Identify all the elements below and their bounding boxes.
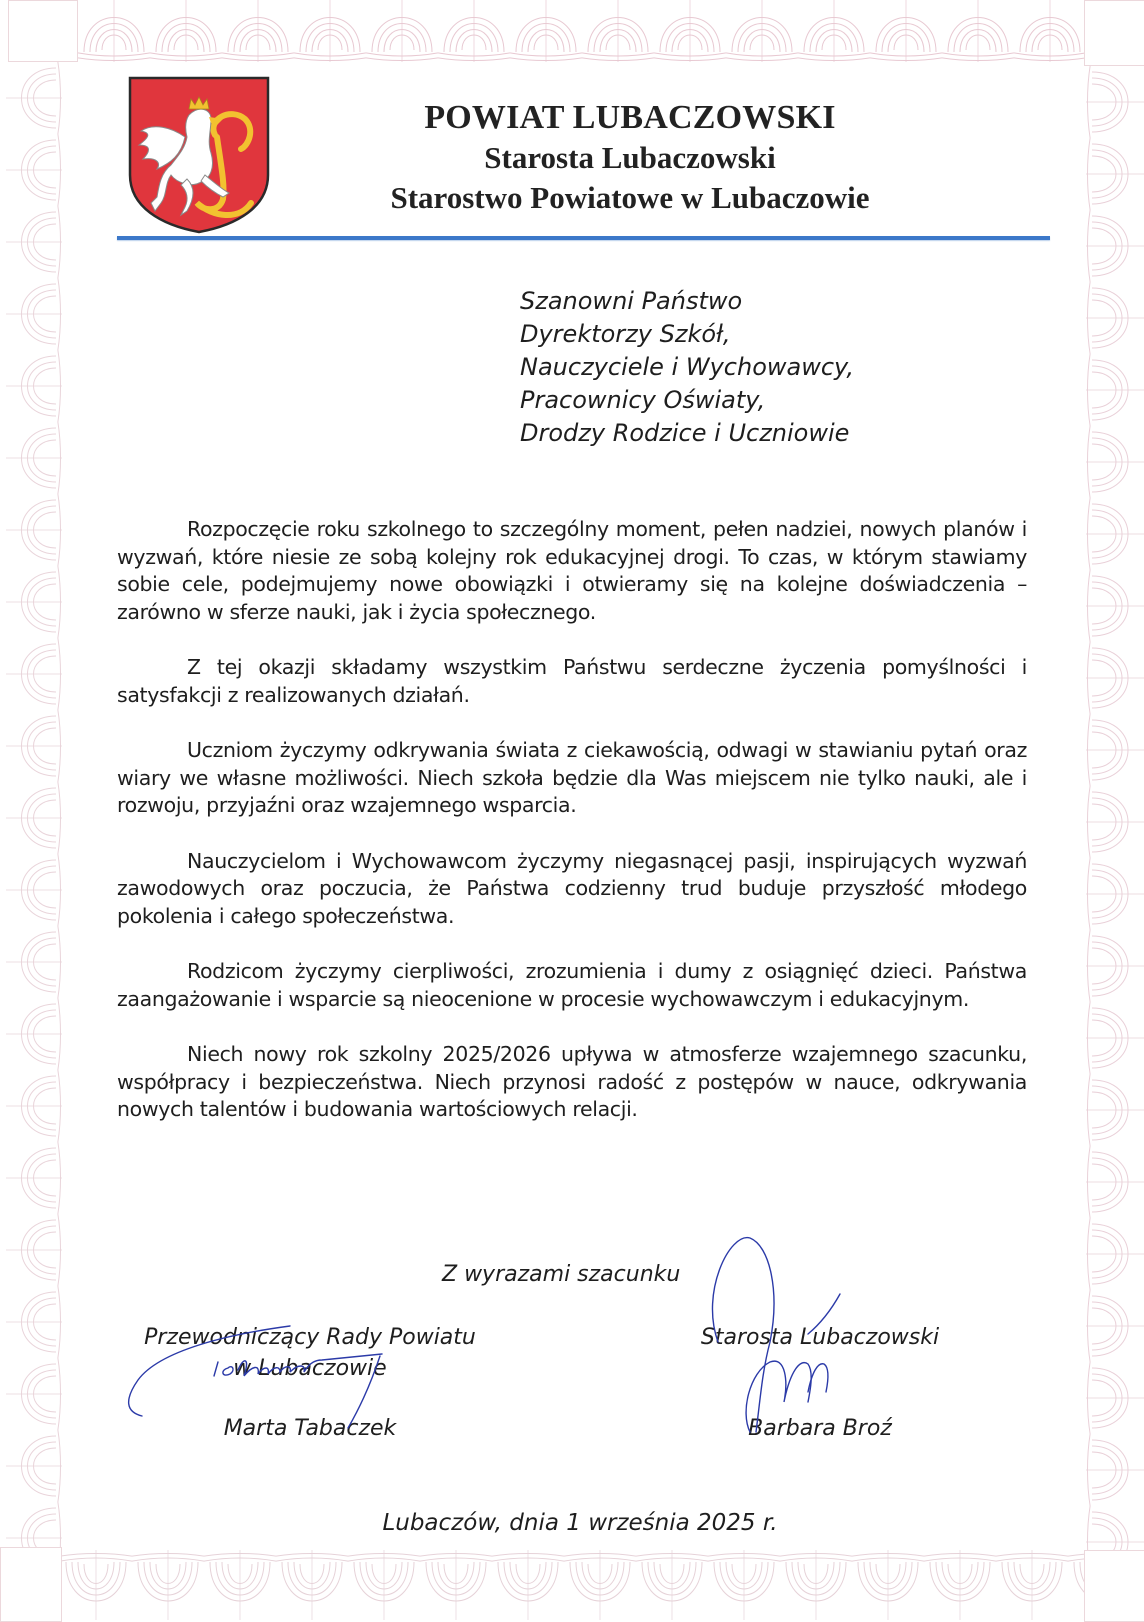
signatory-title: Starosta Lubaczowski [700,1325,940,1350]
salutation-line: Drodzy Rodzice i Uczniowie [520,419,850,447]
salutation-line: Pracownicy Oświaty, [520,386,766,414]
signatory-name: Barbara Broź [748,1416,892,1441]
border-corner [0,1547,62,1622]
letterhead [300,98,960,218]
decorative-border-top [78,0,1084,62]
decorative-border-right [1086,66,1144,1550]
border-corner [8,0,78,62]
border-corner [1084,0,1144,66]
signatory-left [130,1322,490,1444]
body-paragraph: Rozpoczęcie roku szkolnego to szczególny moment, pełen nadziei, nowych planów i wyzwań, które niesie ze sobą kolejny rok edukacyjnej drogi. To czas, w którym stawiamy sobie cele, podejmujemy nowe obowiązki i otwieramy się na kolejne doświadczenia – zarówno w sferze nauki, jak i życia społecznego. [117,517,1027,624]
signatory-title: Przewodniczący Rady Powiatu [144,1325,476,1350]
header-divider [117,236,1050,240]
body-paragraph: Nauczycielom i Wychowawcom życzymy niegasnącej pasji, inspirujących wyzwań zawodowych oraz poczucia, że Państwa codzienny trud buduje przyszłość młodego pokolenia i całego społeczeństwa. [117,848,1027,928]
salutation-line: Nauczyciele i Wychowawcy, [520,353,855,381]
body-paragraph: Uczniom życzymy odkrywania świata z ciekawością, odwagi w stawianiu pytań oraz wiary we własne możliwości. Niech szkoła będzie dla Was miejscem nie tylko nauki, ale i rozwoju, przyjaźni oraz wzajemnego wsparcia. [117,738,1027,817]
salutation [520,285,854,450]
salutation-line: Szanowni Państwo [520,287,743,315]
signatory-title: w Lubaczowie [233,1356,387,1381]
decorative-border-left [6,62,62,1550]
coat-of-arms-icon [127,75,271,234]
body-paragraph: Rodzicom życzymy cierpliwości, zrozumienia i dumy z osiągnięć dzieci. Państwa zaangażowanie i wsparcie są nieocenione w procesie wychowawczym i edukacyjnym. [117,959,1027,1011]
body-paragraph: Z tej okazji składamy wszystkim Państwu serdeczne życzenia pomyślności i satysfakcji z realizowanych działań. [117,655,1027,707]
border-corner [1084,1550,1144,1622]
body-paragraph: Niech nowy rok szkolny 2025/2026 upływa w atmosferze wzajemnego szacunku, współpracy i bezpieczeństwa. Niech przynosi radość z postępów w nauce, odkrywania nowych talentów i budowania wartościowych relacji. [117,1042,1027,1121]
letter-body [117,516,1027,1152]
letterhead-official: Starosta Lubaczowski [484,140,776,175]
date-and-place: Lubaczów, dnia 1 września 2025 r. [382,1510,778,1536]
decorative-border-bottom [60,1550,1084,1620]
signatory-name: Marta Tabaczek [223,1416,397,1441]
closing-phrase: Z wyrazami szacunku [442,1262,681,1287]
letterhead-county: POWIAT LUBACZOWSKI [424,99,836,136]
letterhead-office: Starostwo Powiatowe w Lubaczowie [390,180,870,215]
signatory-right [690,1322,950,1444]
salutation-line: Dyrektorzy Szkół, [520,320,731,348]
